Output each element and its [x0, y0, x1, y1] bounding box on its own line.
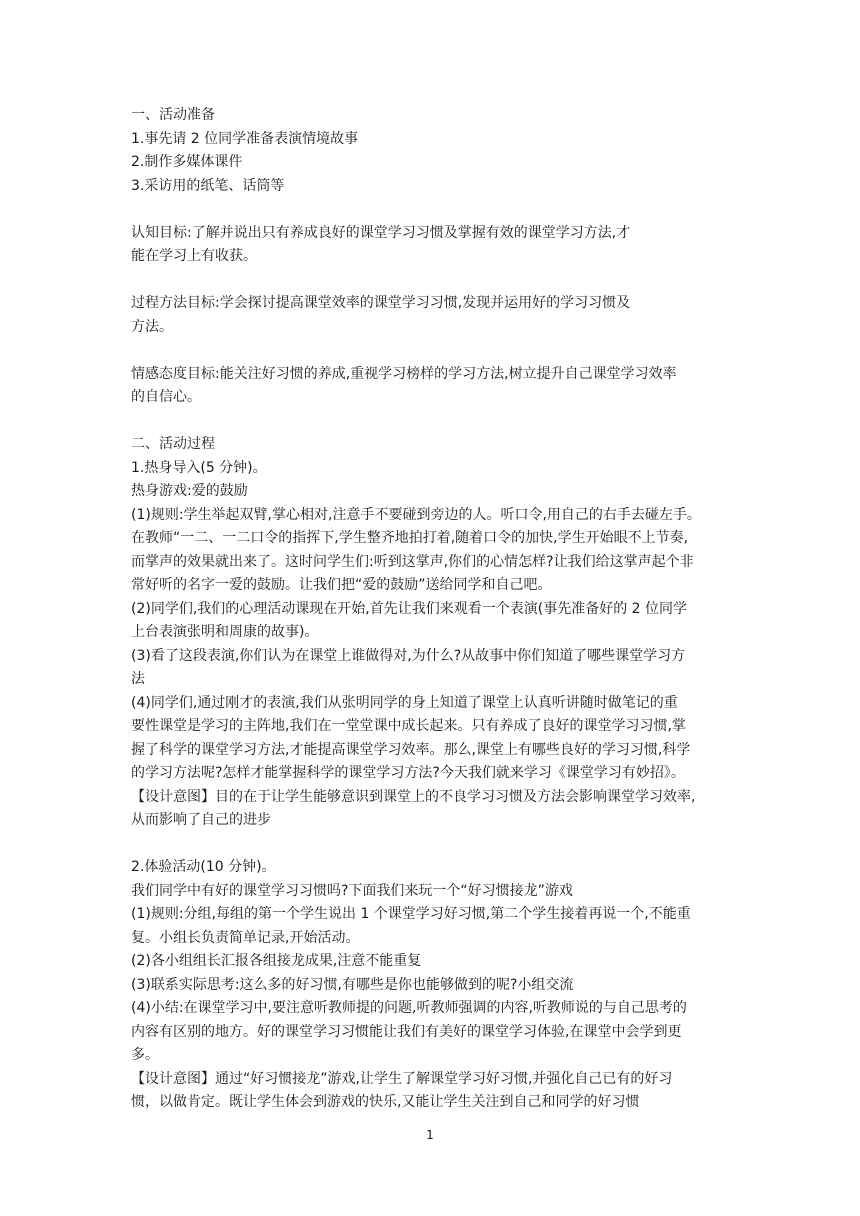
affective-goal-line-1: 情感态度目标:能关注好习惯的养成,重视学习榜样的学习方法,树立提升自己课堂学习效率 [131, 365, 677, 382]
prep-item-2: 2.制作多媒体课件 [131, 154, 243, 170]
experience-line: 内容有区别的地方。好的课堂学习习惯能让我们有美好的课堂学习体验,在课堂中会学到更 [131, 1023, 682, 1040]
warmup-line: (3)看了这段表演,你们认为在课堂上谁做得对,为什么?从故事中你们知道了哪些课堂学习方 [131, 647, 686, 664]
experience-line: 复。小组长负责简单记录,开始活动。 [131, 929, 360, 946]
experience-line: (4)小结:在课堂学习中,要注意听教师提的问题,听教师强调的内容,听教师说的与自己思考的 [131, 1000, 687, 1016]
prep-item-3: 3.采访用的纸笔、话筒等 [131, 177, 285, 194]
cognitive-goal-line-2: 能在学习上有收获。 [131, 248, 257, 264]
experience-line: (1)规则:分组,每组的第一个学生说出 1 个课堂学习好习惯,第二个学生接着再说一个,不能重 [131, 906, 691, 922]
cognitive-goal-line-1: 认知目标:了解并说出只有养成良好的课堂学习习惯及掌握有效的课堂学习方法,才 [131, 224, 631, 241]
warmup-line: 1.热身导入(5 分钟)。 [131, 459, 267, 476]
warmup-line: 常好听的名字一爱的鼓励。让我们把“爱的鼓励”送给同学和自己吧。 [131, 577, 552, 593]
warmup-line: (1)规则:学生举起双臂,掌心相对,注意手不要碰到旁边的人。听口令,用自己的右手去碰左手。 [131, 506, 701, 523]
warmup-line: (2)同学们,我们的心理活动课现在开始,首先让我们来观看一个表演(事先准备好的 2 位同学 [131, 600, 687, 617]
section-heading-preparation: 一、活动准备 [131, 107, 215, 123]
page-number: 1 [426, 1128, 434, 1142]
experience-line: (3)联系实际思考:这么多的好习惯,有哪些是你也能够做到的呢?小组交流 [131, 976, 574, 993]
warmup-line: 【设计意图】目的在于让学生能够意识到课堂上的不良学习习惯及方法会影响课堂学习效率, [131, 788, 696, 805]
warmup-line: 上台表演张明和周康的故事)。 [131, 624, 319, 640]
process-goal-line-2: 方法。 [131, 318, 173, 335]
warmup-line: 握了科学的课堂学习方法,才能提高课堂学习效率。那么,课堂上有哪些良好的学习习惯,科学 [131, 741, 691, 758]
document-body [131, 104, 741, 1115]
warmup-line: (4)同学们,通过刚才的表演,我们从张明同学的身上知道了课堂上认真听讲随时做笔记的重 [131, 694, 678, 711]
warmup-line: 而掌声的效果就出来了。这时问学生们:听到这掌声,你们的心情怎样?让我们给这掌声起个非 [131, 553, 694, 570]
experience-line: 【设计意图】通过“好习惯接龙”游戏,让学生了解课堂学习好习惯,并强化自己已有的好习 [131, 1070, 673, 1087]
warmup-line: 法 [131, 671, 145, 687]
experience-line: 多。 [131, 1047, 159, 1063]
warmup-line: 要性课堂是学习的主阵地,我们在一堂堂课中成长起来。只有养成了良好的课堂学习习惯,掌 [131, 718, 686, 734]
experience-line: 2.体验活动(10 分钟)。 [131, 859, 276, 875]
experience-line: (2)各小组组长汇报各组接龙成果,注意不能重复 [131, 953, 422, 969]
prep-item-1: 1.事先请 2 位同学准备表演情境故事 [131, 130, 359, 147]
experience-line: 惯，以做肯定。既让学生体会到游戏的快乐,又能让学生关注到自己和同学的好习惯 [131, 1094, 640, 1110]
warmup-line: 从而影响了自己的进步 [131, 812, 271, 828]
section-heading-process: 二、活动过程 [131, 436, 215, 452]
warmup-line: 在教师“一二、一二口令的指挥下,学生整齐地拍打着,随着口令的加快,学生开始眼不上节奏, [131, 530, 689, 546]
affective-goal-line-2: 的自信心。 [131, 389, 201, 405]
warmup-line: 热身游戏:爱的鼓励 [131, 483, 248, 499]
warmup-line: 的学习方法呢?怎样才能掌握科学的课堂学习方法?今天我们就来学习《课堂学习有妙招》。 [131, 765, 685, 781]
process-goal-line-1: 过程方法目标:学会探讨提高课堂效率的课堂学习习惯,发现并运用好的学习习惯及 [131, 295, 631, 311]
experience-line: 我们同学中有好的课堂学习习惯吗?下面我们来玩一个“好习惯接龙”游戏 [131, 882, 573, 899]
